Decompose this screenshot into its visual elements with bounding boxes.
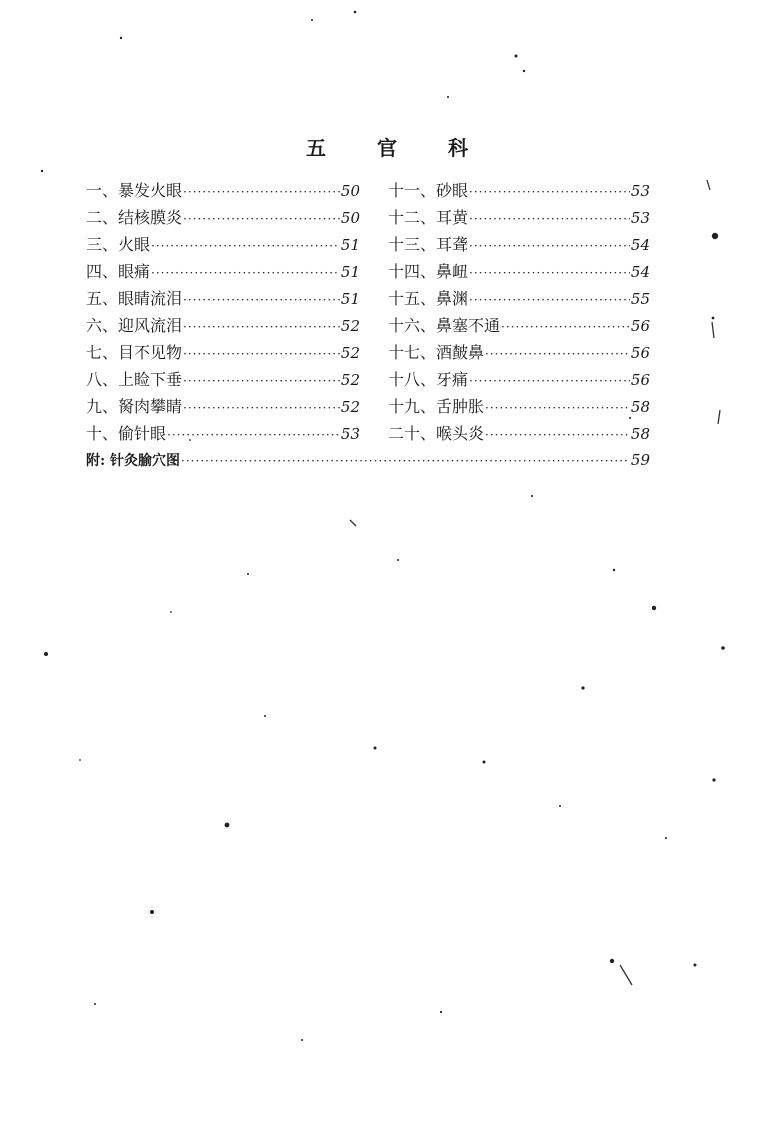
toc-entry-label: 六、迎风流泪 (86, 316, 183, 335)
toc-entry-page: 58 (630, 398, 650, 416)
toc-entry-page: 56 (630, 371, 650, 389)
toc-entry (86, 394, 360, 417)
toc-row (86, 203, 650, 230)
dot-leader (501, 320, 630, 334)
toc-entry-label: 十、偷针眼 (86, 424, 167, 443)
dot-leader (485, 347, 630, 361)
section-title: 五 官 科 (306, 136, 490, 160)
dot-leader (183, 212, 340, 226)
toc-entry (388, 205, 650, 228)
toc-entry (388, 313, 650, 336)
dot-leader (181, 454, 630, 468)
toc-row (86, 311, 650, 338)
toc-entry (86, 205, 360, 228)
dot-leader (183, 374, 340, 388)
toc-entry-page: 56 (630, 317, 650, 335)
dot-leader (183, 293, 340, 307)
toc-row (86, 284, 650, 311)
toc-appendix-label: 附: 针灸腧穴图 (86, 452, 181, 469)
toc-entry-label: 一、暴发火眼 (86, 181, 183, 200)
dot-leader (469, 293, 630, 307)
toc-entry (388, 367, 650, 390)
toc-entry-page: 51 (340, 236, 360, 254)
toc-entry (388, 232, 650, 255)
dot-leader (469, 212, 630, 226)
toc-entry (86, 367, 360, 390)
toc-entry (86, 313, 360, 336)
toc-row (86, 392, 650, 419)
toc-row (86, 257, 650, 284)
toc-entry-label: 二、结核膜炎 (86, 208, 183, 227)
toc-entry-label: 十九、舌肿胀 (388, 397, 485, 416)
toc-entry-label: 十五、鼻渊 (388, 289, 469, 308)
dot-leader (183, 401, 340, 415)
toc-entry-page: 53 (630, 209, 650, 227)
toc-entry (388, 394, 650, 417)
toc-entry-page: 52 (340, 371, 360, 389)
toc-entry-page: 53 (340, 425, 360, 443)
toc-entry-page: 52 (340, 344, 360, 362)
toc-entry (86, 178, 360, 201)
toc-entry-label: 九、胬肉攀睛 (86, 397, 183, 416)
dot-leader (469, 185, 630, 199)
toc-row (86, 419, 650, 446)
toc-entry-label: 五、眼睛流泪 (86, 289, 183, 308)
toc-entry-label: 十一、砂眼 (388, 181, 469, 200)
dot-leader (183, 320, 340, 334)
toc-row (86, 365, 650, 392)
toc-appendix-row (86, 446, 650, 473)
table-of-contents (86, 176, 650, 473)
toc-entry (86, 286, 360, 309)
toc-entry-page: 51 (340, 263, 360, 281)
toc-entry-page: 56 (630, 344, 650, 362)
toc-appendix-page: 59 (630, 450, 650, 469)
toc-entry (388, 178, 650, 201)
toc-entry-page: 54 (630, 236, 650, 254)
toc-row (86, 230, 650, 257)
toc-entry-page: 52 (340, 317, 360, 335)
toc-entry-page: 55 (630, 290, 650, 308)
toc-entry-label: 十二、耳黄 (388, 208, 469, 227)
dot-leader (485, 401, 630, 415)
toc-entry-label: 七、目不见物 (86, 343, 183, 362)
dot-leader (167, 428, 340, 442)
toc-entry-label: 八、上睑下垂 (86, 370, 183, 389)
toc-row (86, 338, 650, 365)
toc-entry-label: 十七、酒皶鼻 (388, 343, 485, 362)
toc-entry (388, 421, 650, 444)
toc-entry-page: 50 (340, 182, 360, 200)
dot-leader (183, 347, 340, 361)
toc-entry (86, 421, 360, 444)
toc-entry (86, 232, 360, 255)
toc-appendix-entry (86, 450, 650, 470)
toc-entry-page: 58 (630, 425, 650, 443)
toc-entry-page: 50 (340, 209, 360, 227)
dot-leader (151, 239, 340, 253)
toc-entry (388, 340, 650, 363)
toc-entry-label: 十四、鼻衄 (388, 262, 469, 281)
dot-leader (151, 266, 340, 280)
toc-entry-page: 54 (630, 263, 650, 281)
dot-leader (469, 239, 630, 253)
toc-entry-page: 51 (340, 290, 360, 308)
toc-entry (388, 259, 650, 282)
toc-entry-label: 十八、牙痛 (388, 370, 469, 389)
toc-entry-label: 十三、耳聋 (388, 235, 469, 254)
toc-entry (86, 259, 360, 282)
toc-entry-label: 二十、喉头炎 (388, 424, 485, 443)
dot-leader (183, 185, 340, 199)
toc-entry-label: 十六、鼻塞不通 (388, 316, 501, 335)
toc-entry-label: 三、火眼 (86, 235, 151, 254)
toc-row (86, 176, 650, 203)
dot-leader (485, 428, 630, 442)
toc-entry (86, 340, 360, 363)
toc-entry-page: 52 (340, 398, 360, 416)
dot-leader (469, 266, 630, 280)
toc-entry-label: 四、眼痛 (86, 262, 151, 281)
dot-leader (469, 374, 630, 388)
toc-entry (388, 286, 650, 309)
toc-entry-page: 53 (630, 182, 650, 200)
